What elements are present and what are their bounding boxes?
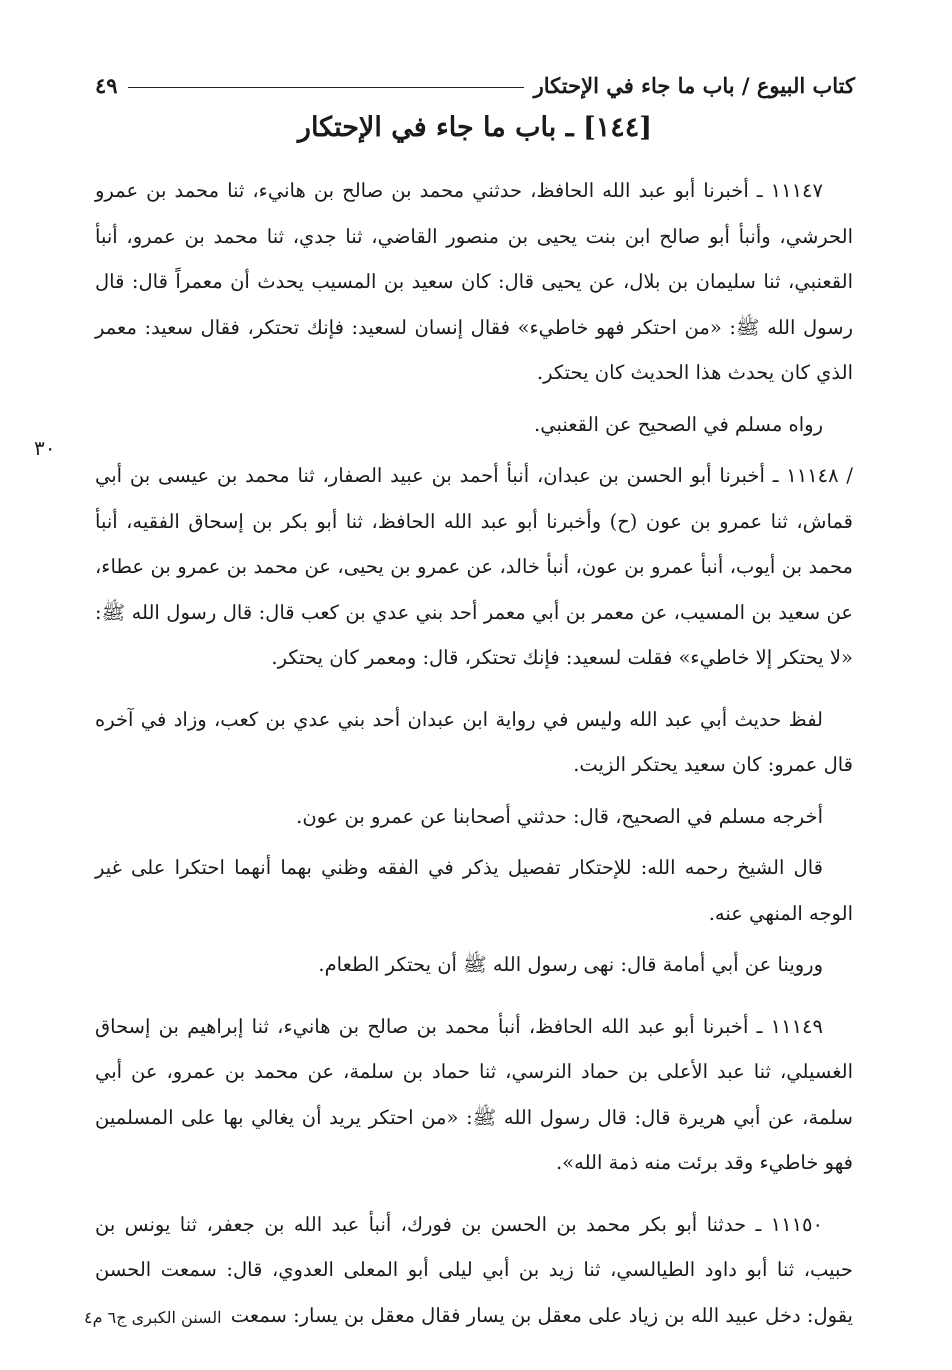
hadith-11148: / ١١١٤٨ ـ أخبرنا أبو الحسن بن عبدان، أنبأ أحمد بن عبيد الصفار، ثنا محمد بن عيسى بن أبي قماش، ثنا عمرو بن عون (ح) وأخبرنا أبو عبد الله الحافظ، ثنا أبو بكر بن إسحاق الفقيه، أنبأ محمد بن أيوب، أنبأ عمرو بن عون، أنبأ خالد، عن عمرو بن يحيى، عن محمد بن عمرو بن عطاء، عن سعيد بن المسيب، عن معمر بن أبي معمر أحد بني عدي بن كعب قال: قال رسول الله ﷺ: «لا يحتكر إلا خاطيء» فقلت لسعيد: فإنك تحتكر، قال: ومعمر كان يحتكر. (95, 464, 853, 669)
hadith-11147: ١١١٤٧ ـ أخبرنا أبو عبد الله الحافظ، حدثني محمد بن صالح بن هانيء، ثنا محمد بن عمرو الحرشي، وأنبأ أبو صالح ابن بنت يحيى بن منصور القاضي، ثنا جدي، ثنا محمد بن عمرو، أنبأ القعنبي، ثنا سليمان بن بلال، عن يحيى قال: كان سعيد بن المسيب يحدث أن معمراً قال: قال رسول الله ﷺ: «من احتكر فهو خاطيء» فقال إنسان لسعيد: فإنك تحتكر، فقال سعيد: معمر الذي كان يحدث هذا الحديث كان يحتكر. (95, 179, 853, 384)
footer-signature: السنن الكبرى ج٦ م٤ (84, 1308, 222, 1327)
hadith-11150: ١١١٥٠ ـ حدثنا أبو بكر محمد بن الحسن بن فورك، أنبأ عبد الله بن جعفر، ثنا يونس بن حبيب، ثنا أبو داود الطيالسي، ثنا زيد بن أبي ليلى أبو المعلى العدوي، قال: سمعت الحسن يقول: دخل عبيد الله بن زياد على معقل بن يسار فقال معقل بن يسار: سمعت (95, 1212, 853, 1327)
running-header (95, 68, 855, 102)
main-text (95, 168, 853, 1338)
commentary-paragraph: لفظ حديث أبي عبد الله وليس في رواية ابن عبدان أحد بني عدي بن كعب، وزاد في آخره قال عمرو: كان سعيد يحتكر الزيت. (95, 707, 853, 776)
commentary-paragraph: رواه مسلم في الصحيح عن القعنبي. (534, 412, 823, 436)
commentary-paragraph: وروينا عن أبي أمامة قال: نهى رسول الله ﷺ أن يحتكر الطعام. (318, 953, 823, 976)
commentary-paragraph: أخرجه مسلم في الصحيح، قال: حدثني أصحابنا عن عمرو بن عون. (296, 804, 823, 828)
header-rule (128, 87, 524, 88)
running-title: كتاب البيوع / باب ما جاء في الإحتكار (533, 72, 855, 98)
marginal-number: ٣٠ (34, 436, 56, 460)
chapter-title: [١٤٤] ـ باب ما جاء في الإحتكار (297, 112, 653, 143)
page-number: ٤٩ (95, 72, 118, 98)
hadith-11149: ١١١٤٩ ـ أخبرنا أبو عبد الله الحافظ، أنبأ محمد بن صالح بن هانيء، ثنا إبراهيم بن إسحاق الغسيلي، ثنا عبد الأعلى بن حماد النرسي، ثنا حماد بن سلمة، عن محمد بن عمرو، عن أبي سلمة، عن أبي هريرة قال: قال رسول الله ﷺ: «من احتكر يريد أن يغالي بها على المسلمين فهو خاطيء وقد برئت منه ذمة الله». (95, 1014, 853, 1174)
commentary-paragraph: قال الشيخ رحمه الله: للإحتكار تفصيل يذكر في الفقه وظني بهما أنهما احتكرا على غير الوجه المنهي عنه. (95, 856, 853, 925)
